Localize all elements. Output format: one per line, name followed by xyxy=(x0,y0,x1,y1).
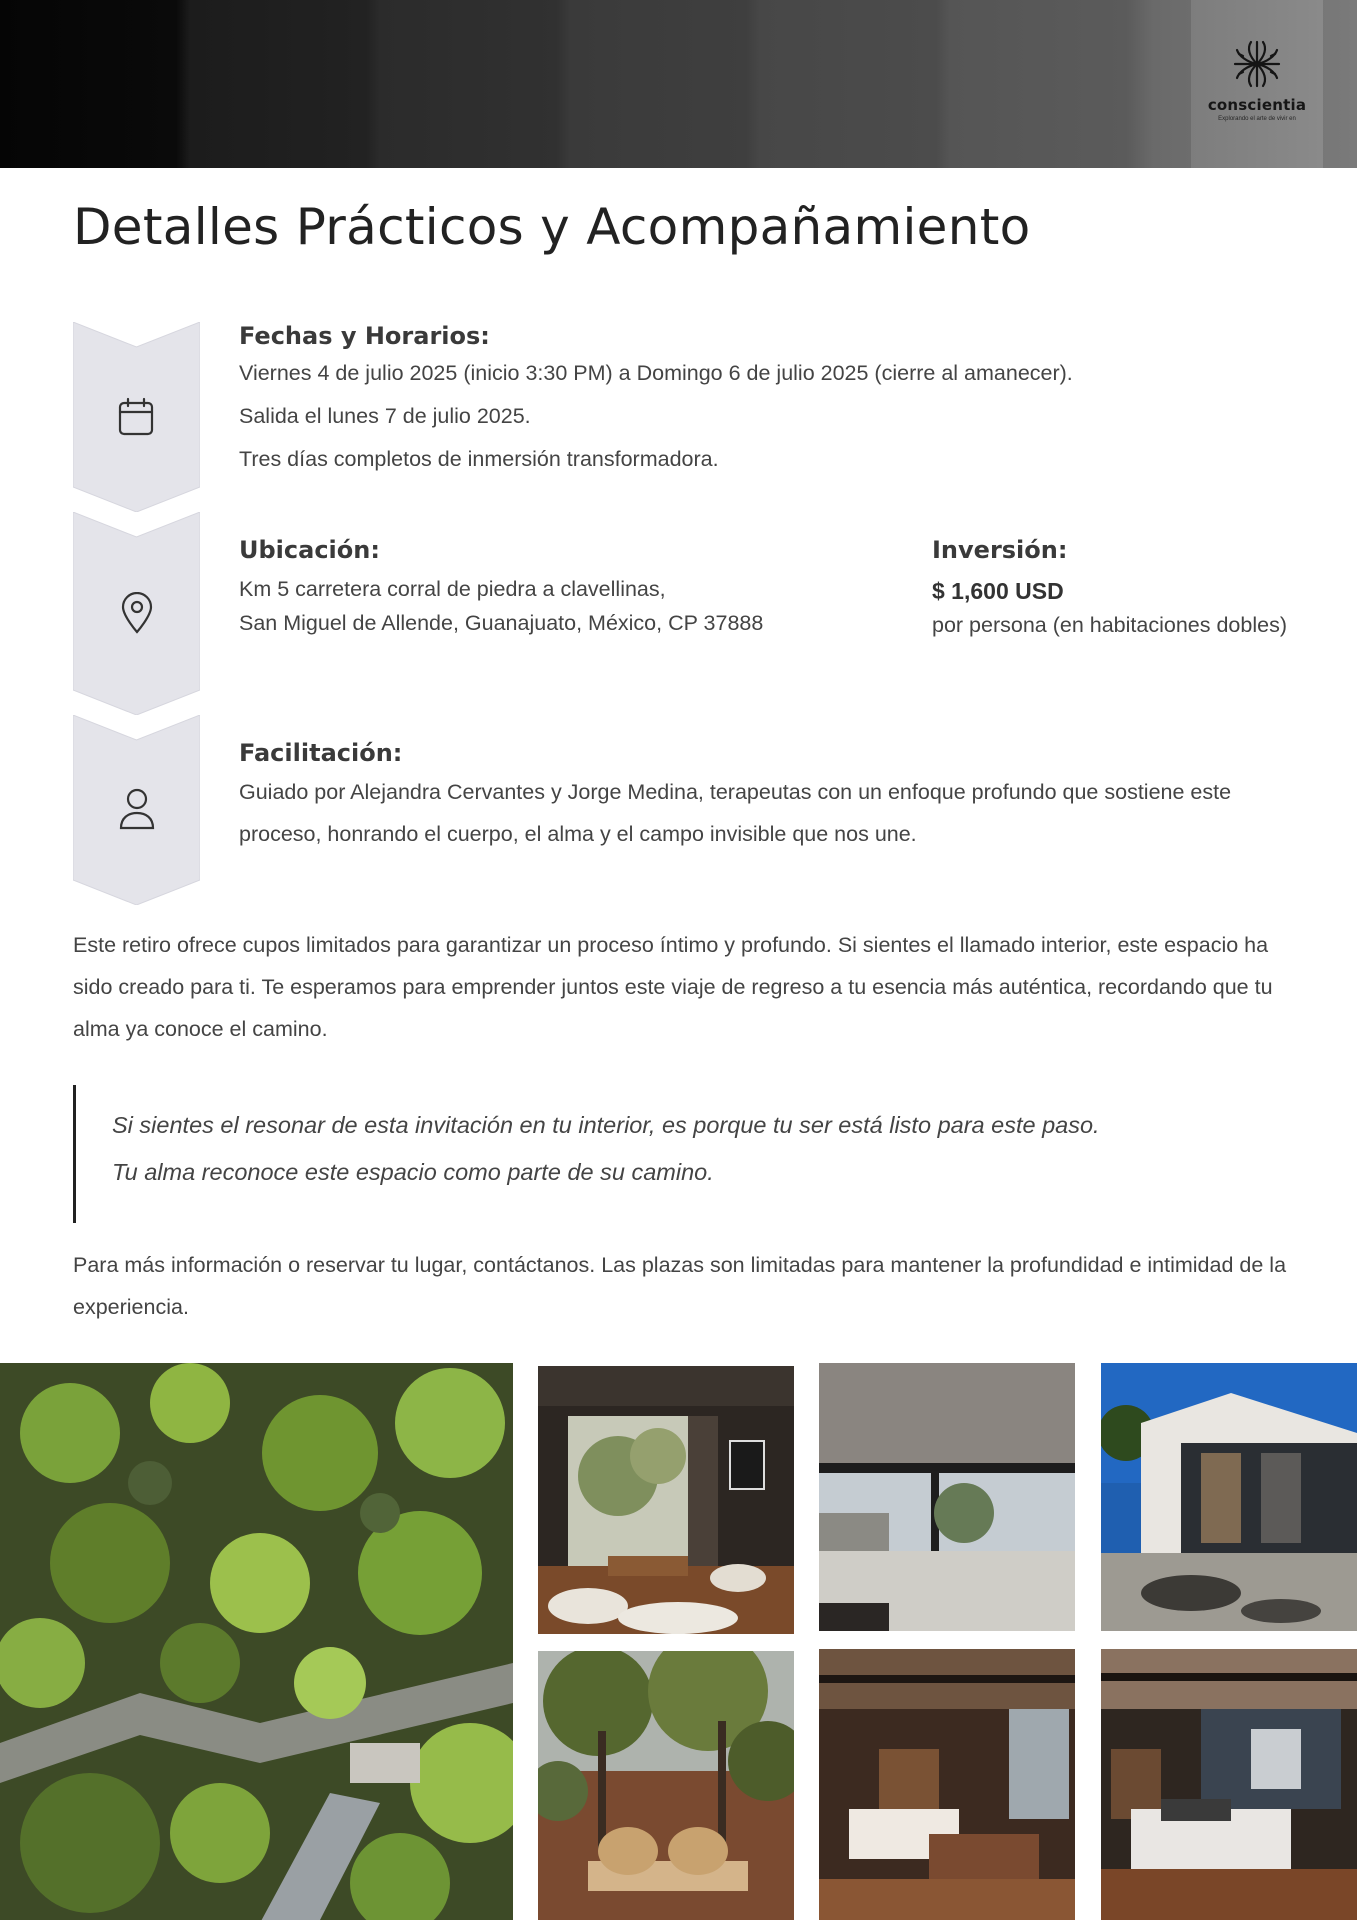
dates-chevron xyxy=(73,322,200,512)
brand-logo xyxy=(1191,0,1323,168)
dates-line-3: Tres días completos de inmersión transformadora. xyxy=(239,447,719,471)
quote-line-1: Si sientes el resonar de esta invitación en tu interior, es porque tu ser está listo para este paso. xyxy=(112,1112,1100,1138)
dates-title: Fechas y Horarios: xyxy=(239,322,490,350)
quote-line-2: Tu alma reconoce este espacio como parte de su camino. xyxy=(112,1159,714,1185)
location-title: Ubicación: xyxy=(239,536,380,564)
location-line-1: Km 5 carretera corral de piedra a clavellinas, xyxy=(239,577,666,601)
photo-bedroom-bath xyxy=(1101,1649,1357,1920)
photo-terrace-view xyxy=(819,1363,1075,1631)
page-title: Detalles Prácticos y Acompañamiento xyxy=(73,198,1031,256)
intro-paragraph: Este retiro ofrece cupos limitados para garantizar un proceso íntimo y profundo. Si sientes el llamado interior, este espacio ha sido creado para ti. Te esperamos para emprender juntos este viaje de regreso a tu esencia más auténtica, recordando que tu alma ya conoce el camino. xyxy=(73,933,1273,1041)
brand-tagline: Explorando el arte de vivir en xyxy=(1218,116,1296,122)
map-pin-icon xyxy=(120,592,154,634)
blockquote xyxy=(73,1085,1276,1223)
header-banner xyxy=(0,0,1357,168)
photo-garden-chairs xyxy=(538,1651,794,1920)
photo-aerial-desert xyxy=(0,1363,513,1920)
facilitation-title: Facilitación: xyxy=(239,739,403,767)
investment-title: Inversión: xyxy=(932,536,1068,564)
dates-line-2: Salida el lunes 7 de julio 2025. xyxy=(239,404,531,428)
user-icon xyxy=(118,787,156,831)
photo-bedroom-sofa xyxy=(819,1649,1075,1920)
photo-living-room xyxy=(538,1366,794,1634)
calendar-icon xyxy=(117,397,155,437)
facilitation-line-2: proceso, honrando el cuerpo, el alma y el campo invisible que nos une. xyxy=(239,822,917,846)
closing-paragraph: Para más información o reservar tu lugar, contáctanos. Las plazas son limitadas para mantener la profundidad e intimidad de la experiencia. xyxy=(73,1253,1287,1319)
lotus-logo-icon xyxy=(1227,36,1287,92)
investment-price: $ 1,600 USD xyxy=(932,578,1064,604)
facilitation-chevron xyxy=(73,715,200,905)
investment-note: por persona (en habitaciones dobles) xyxy=(932,613,1287,637)
photo-exterior-building xyxy=(1101,1363,1357,1631)
facilitation-line-1: Guiado por Alejandra Cervantes y Jorge Medina, terapeutas con un enfoque profundo que sostiene este xyxy=(239,780,1232,804)
location-line-2: San Miguel de Allende, Guanajuato, México, CP 37888 xyxy=(239,611,764,635)
location-chevron xyxy=(73,512,200,715)
brand-name: conscientia xyxy=(1207,96,1307,114)
dates-line-1: Viernes 4 de julio 2025 (inicio 3:30 PM) a Domingo 6 de julio 2025 (cierre al amanecer). xyxy=(239,361,1073,385)
